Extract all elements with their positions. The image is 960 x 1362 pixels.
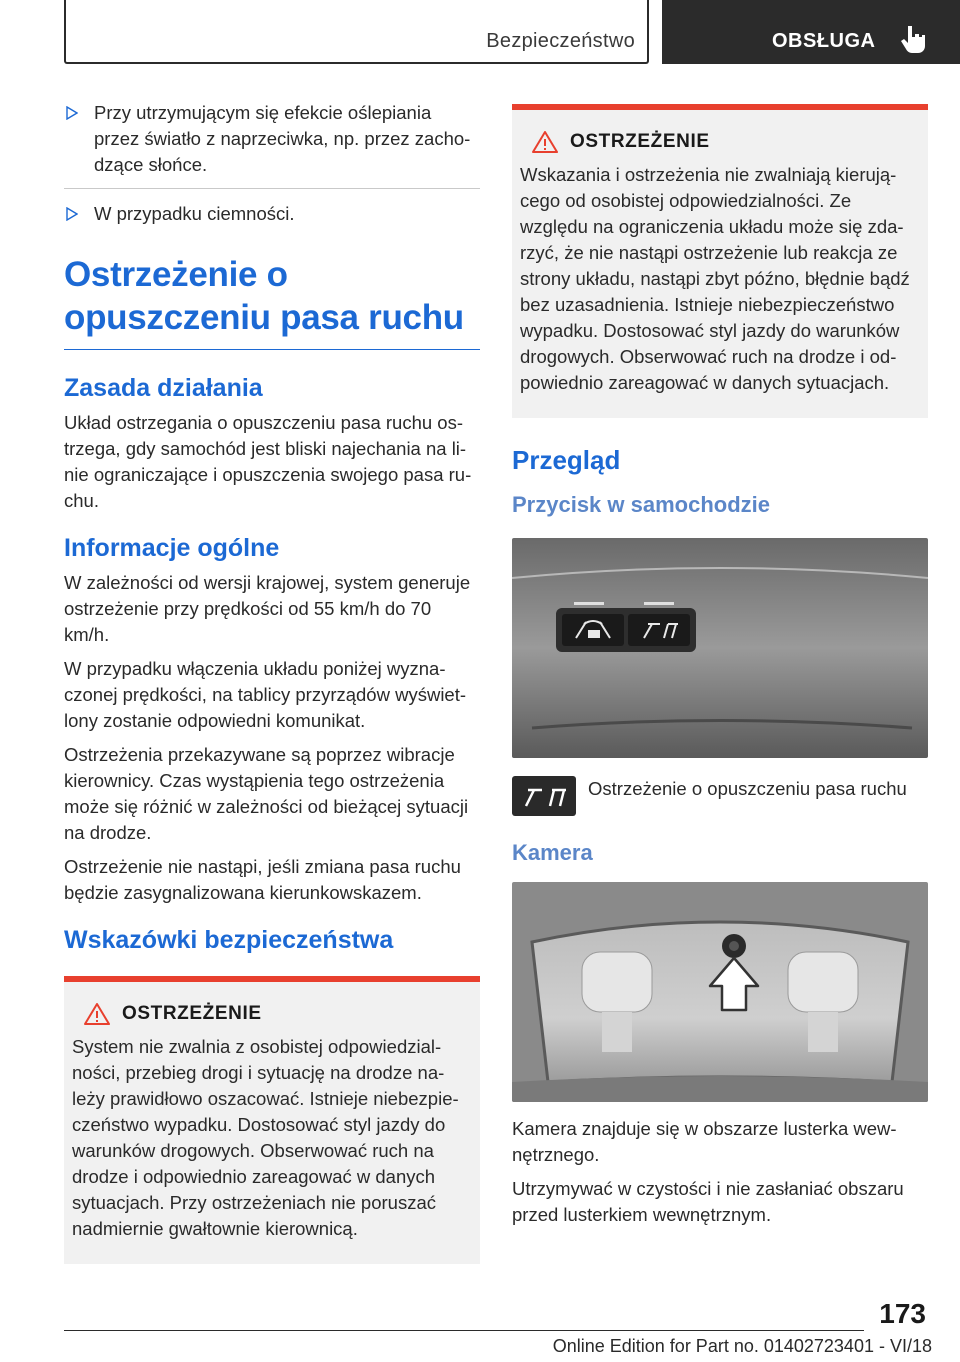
camera-heading: Kamera — [512, 840, 593, 865]
principle-heading: Zasada działania — [64, 374, 263, 402]
warning-title: OSTRZEŻENIE — [570, 131, 710, 152]
warning-box — [512, 104, 928, 418]
general-paragraph: W zależności od wersji krajowej, system generuje ostrzeżenie przy prędkości od 55 km/h do 70 km/h. — [64, 572, 471, 645]
hand-pointer-icon — [899, 24, 927, 54]
bullet-text: Przy utrzymującym się efekcie oślepiania przez światło z naprzeciwka, np. przez zacho-dzące słońce. — [94, 102, 471, 175]
warning-triangle-icon — [84, 1002, 110, 1026]
header-chapter-title: OBSŁUGA — [772, 30, 876, 52]
bullet-item — [64, 100, 480, 178]
right-column — [512, 104, 928, 1236]
warning-box — [64, 976, 480, 1264]
general-paragraph: Ostrzeżenie nie nastąpi, jeśli zmiana pasa ruchu będzie zasygnalizowana kierunkowskazem. — [64, 856, 461, 903]
page-number: 173 — [879, 1298, 926, 1329]
general-paragraph: W przypadku włączenia układu poniżej wyzna-czonej prędkości, na tablicy przyrządów wyświet-lony zostanie odpowiedni komunikat. — [64, 658, 467, 731]
header-section-tab — [64, 0, 649, 64]
camera-paragraph: Kamera znajduje się w obszarze lusterka wew-nętrznego. — [512, 1118, 897, 1165]
button-panel-illustration — [512, 538, 928, 758]
footer-rule — [64, 1330, 864, 1331]
button-caption: Ostrzeżenie o opuszczeniu pasa ruchu — [588, 778, 907, 799]
camera-photo — [512, 882, 928, 1102]
triangle-bullet-icon — [66, 207, 78, 221]
warning-text: Wskazania i ostrzeżenia nie zwalniają kierują-cego od osobistej odpowiedzialności. Ze względu na ograniczenia układu może się zda-rzyć, że nie nastąpi ostrzeżenie lub reakcja ze strony układu, nastąpi zbyt późno, błędnie bądź bez uzasadnienia. Istnieje niebezpieczeństwo wypadku. Dostosować styl jazdy do warunków drogowych. Obserwować ruch na drodze i od-powiednio zareagować w danych sytuacjach. — [520, 164, 910, 393]
header-section-title: Bezpieczeństwo — [486, 30, 635, 52]
divider — [64, 188, 480, 189]
footer-edition: Online Edition for Part no. 01402723401 - VI/18 — [552, 1336, 932, 1356]
button-legend — [512, 776, 928, 816]
button-photo — [512, 538, 928, 758]
windshield-camera-illustration — [512, 882, 928, 1102]
warning-text: System nie zwalnia z osobistej odpowiedzial-ności, przebieg drogi i sytuację na drodze na-leży prawidłowo oszacować. Istnieje niebezpie-czeństwo wypadku. Dostosować styl jazdy do warunków drogowych. Obserwować ruch na drodze i odpowiednio zareagować w danych sytuacjach. Przy ostrzeżeniach nie poruszać nadmiernie gwałtownie kierownicą. — [72, 1036, 459, 1239]
section-heading: Ostrzeżenie o opuszczeniu pasa ruchu — [64, 255, 464, 337]
warning-triangle-icon — [532, 130, 558, 154]
general-paragraph: Ostrzeżenia przekazywane są poprzez wibracje kierownicy. Czas wystąpienia tego ostrzeżenia może się różnić w zależności od bieżącej sytuacji na drodze. — [64, 744, 469, 843]
safety-heading: Wskazówki bezpieczeństwa — [64, 926, 394, 954]
overview-heading: Przegląd — [512, 445, 621, 475]
bullet-item — [64, 201, 480, 227]
principle-text: Układ ostrzegania o opuszczeniu pasa ruchu os-trzega, gdy samochód jest bliski najechania na li-nie ograniczające i opuszczenia swojego pasa ru-chu. — [64, 412, 472, 511]
bullet-text: W przypadku ciemności. — [94, 203, 295, 224]
left-column — [64, 100, 480, 1264]
button-heading: Przycisk w samochodzie — [512, 492, 770, 517]
triangle-bullet-icon — [66, 106, 78, 120]
camera-paragraph: Utrzymywać w czystości i nie zasłaniać obszaru przed lusterkiem wewnętrznym. — [512, 1178, 904, 1225]
general-heading: Informacje ogólne — [64, 534, 280, 562]
warning-title: OSTRZEŻENIE — [122, 1003, 262, 1024]
lane-departure-icon — [512, 776, 576, 816]
heading-rule — [64, 349, 480, 350]
header-chapter-tab — [662, 0, 960, 64]
